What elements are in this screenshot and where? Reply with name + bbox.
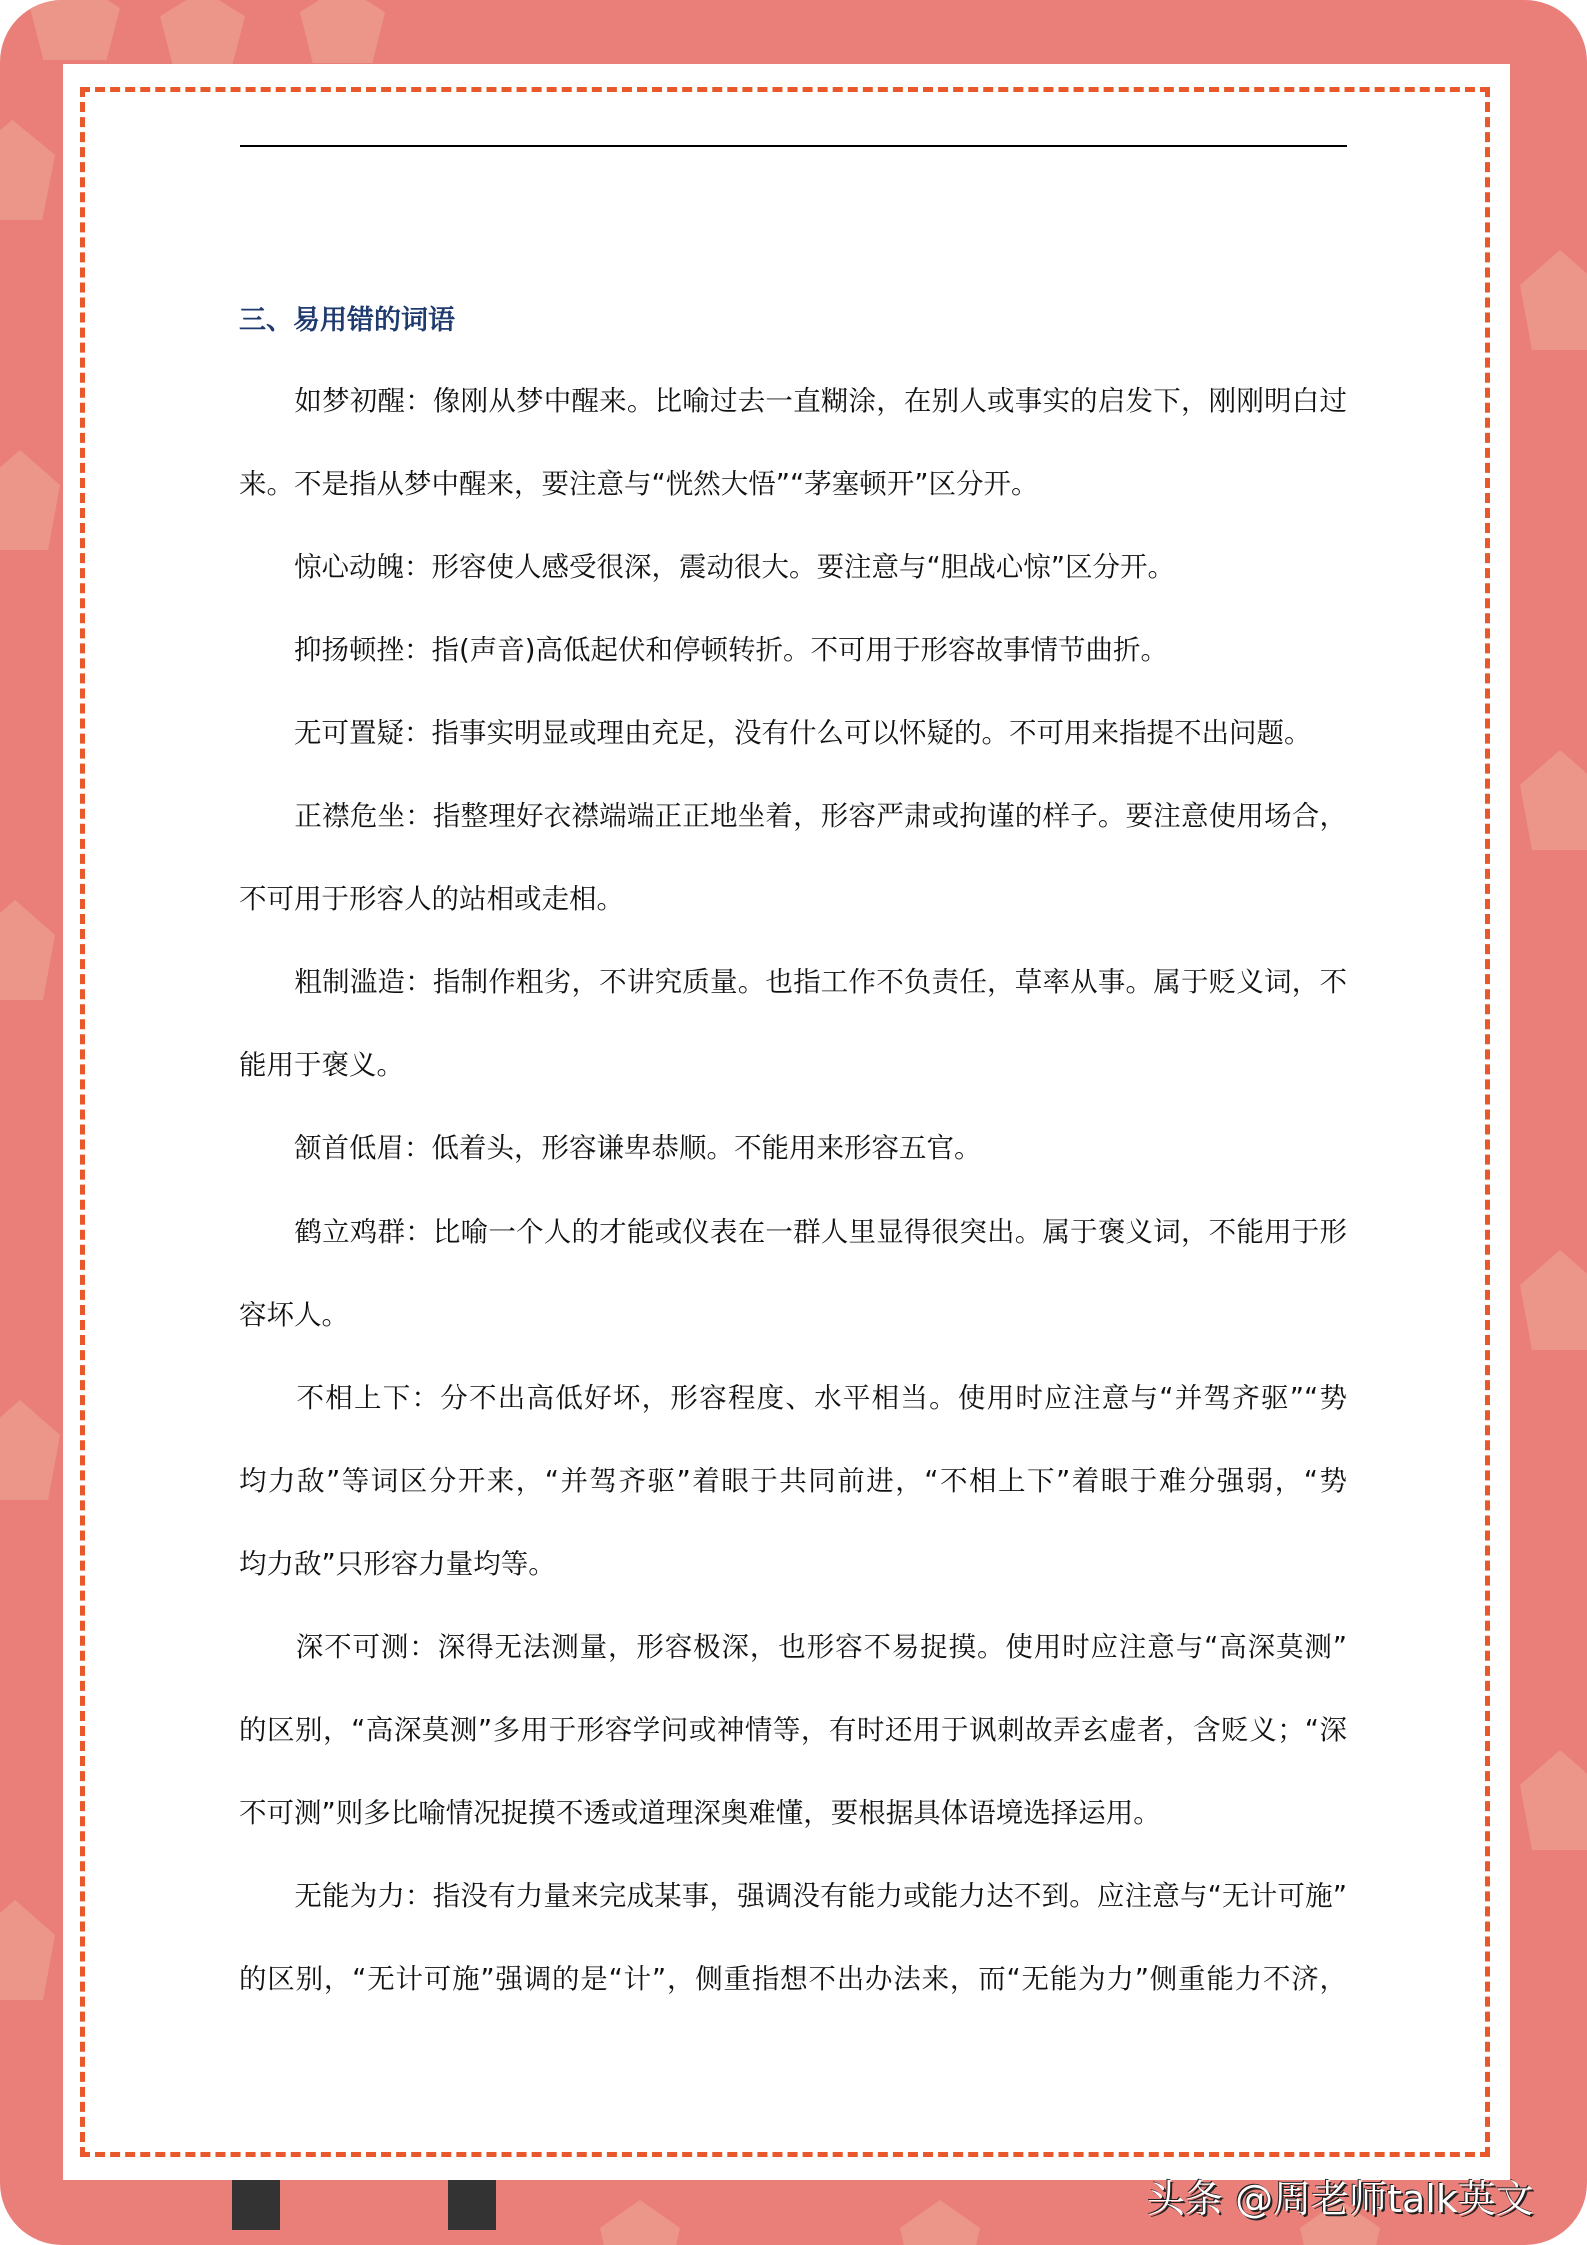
text-line: 深不可测：深得无法测量，形容极深，也形容不易捉摸。使用时应注意与“高深莫测” xyxy=(239,1630,1347,1663)
decor-shape xyxy=(0,450,60,550)
decor-shape xyxy=(0,1400,60,1500)
text-line: 惊心动魄：形容使人感受很深，震动很大。要注意与“胆战心惊”区分开。 xyxy=(239,551,1175,584)
text-line: 抑扬顿挫：指(声音)高低起伏和停顿转折。不可用于形容故事情节曲折。 xyxy=(239,634,1168,667)
decor-shape xyxy=(0,900,55,1000)
text-line: 无能为力：指没有力量来完成某事，强调没有能力或能力达不到。应注意与“无计可施” xyxy=(239,1879,1347,1912)
decor-shape xyxy=(1520,750,1587,850)
decor-shape xyxy=(30,0,120,60)
text-line: 的区别，“高深莫测”多用于形容学问或神情等，有时还用于讽刺故弄玄虚者，含贬义；“深 xyxy=(239,1713,1347,1746)
decor-shape xyxy=(600,2200,680,2245)
character-leg xyxy=(448,2180,496,2230)
decor-shape xyxy=(0,120,55,220)
text-line: 不相上下：分不出高低好坏，形容程度、水平相当。使用时应注意与“并驾齐驱”“势 xyxy=(239,1381,1347,1414)
watermark: 头条 @周老师talk英文 xyxy=(1147,2177,1534,2221)
decor-shape xyxy=(160,0,245,65)
decor-shape xyxy=(300,0,385,63)
text-line: 不可用于形容人的站相或走相。 xyxy=(239,883,624,916)
decor-shape xyxy=(900,2200,980,2245)
decor-shape xyxy=(1520,250,1587,350)
text-line: 正襟危坐：指整理好衣襟端端正正地坐着，形容严肃或拘谨的样子。要注意使用场合， xyxy=(239,800,1347,833)
decor-shape xyxy=(1520,1750,1587,1850)
text-line: 的区别，“无计可施”强调的是“计”，侧重指想不出办法来，而“无能为力”侧重能力不济， xyxy=(239,1962,1347,1995)
character-leg xyxy=(232,2180,280,2230)
text-line: 无可置疑：指事实明显或理由充足，没有什么可以怀疑的。不可用来指提不出问题。 xyxy=(239,717,1312,750)
decor-shape xyxy=(1520,1250,1587,1350)
text-line: 来。不是指从梦中醒来，要注意与“恍然大悟”“茅塞顿开”区分开。 xyxy=(239,468,1039,501)
text-line: 能用于褒义。 xyxy=(239,1049,404,1082)
section-heading: 三、易用错的词语 xyxy=(239,305,455,336)
text-line: 如梦初醒：像刚从梦中醒来。比喻过去一直糊涂，在别人或事实的启发下，刚刚明白过 xyxy=(239,385,1347,417)
text-line: 鹤立鸡群：比喻一个人的才能或仪表在一群人里显得很突出。属于褒义词，不能用于形 xyxy=(239,1215,1347,1248)
text-line: 均力敌”只形容力量均等。 xyxy=(239,1547,556,1580)
text-line: 容坏人。 xyxy=(239,1298,349,1331)
header-rule xyxy=(240,145,1347,147)
text-line: 粗制滥造：指制作粗劣，不讲究质量。也指工作不负责任，草率从事。属于贬义词，不 xyxy=(239,966,1347,999)
text-line: 不可测”则多比喻情况捉摸不透或道理深奥难懂，要根据具体语境选择运用。 xyxy=(239,1796,1161,1829)
text-line: 均力敌”等词区分开来，“并驾齐驱”着眼于共同前进，“不相上下”着眼于难分强弱，“势 xyxy=(239,1464,1347,1497)
text-line: 颔首低眉：低着头，形容谦卑恭顺。不能用来形容五官。 xyxy=(239,1132,982,1165)
decor-shape xyxy=(0,1900,55,2000)
